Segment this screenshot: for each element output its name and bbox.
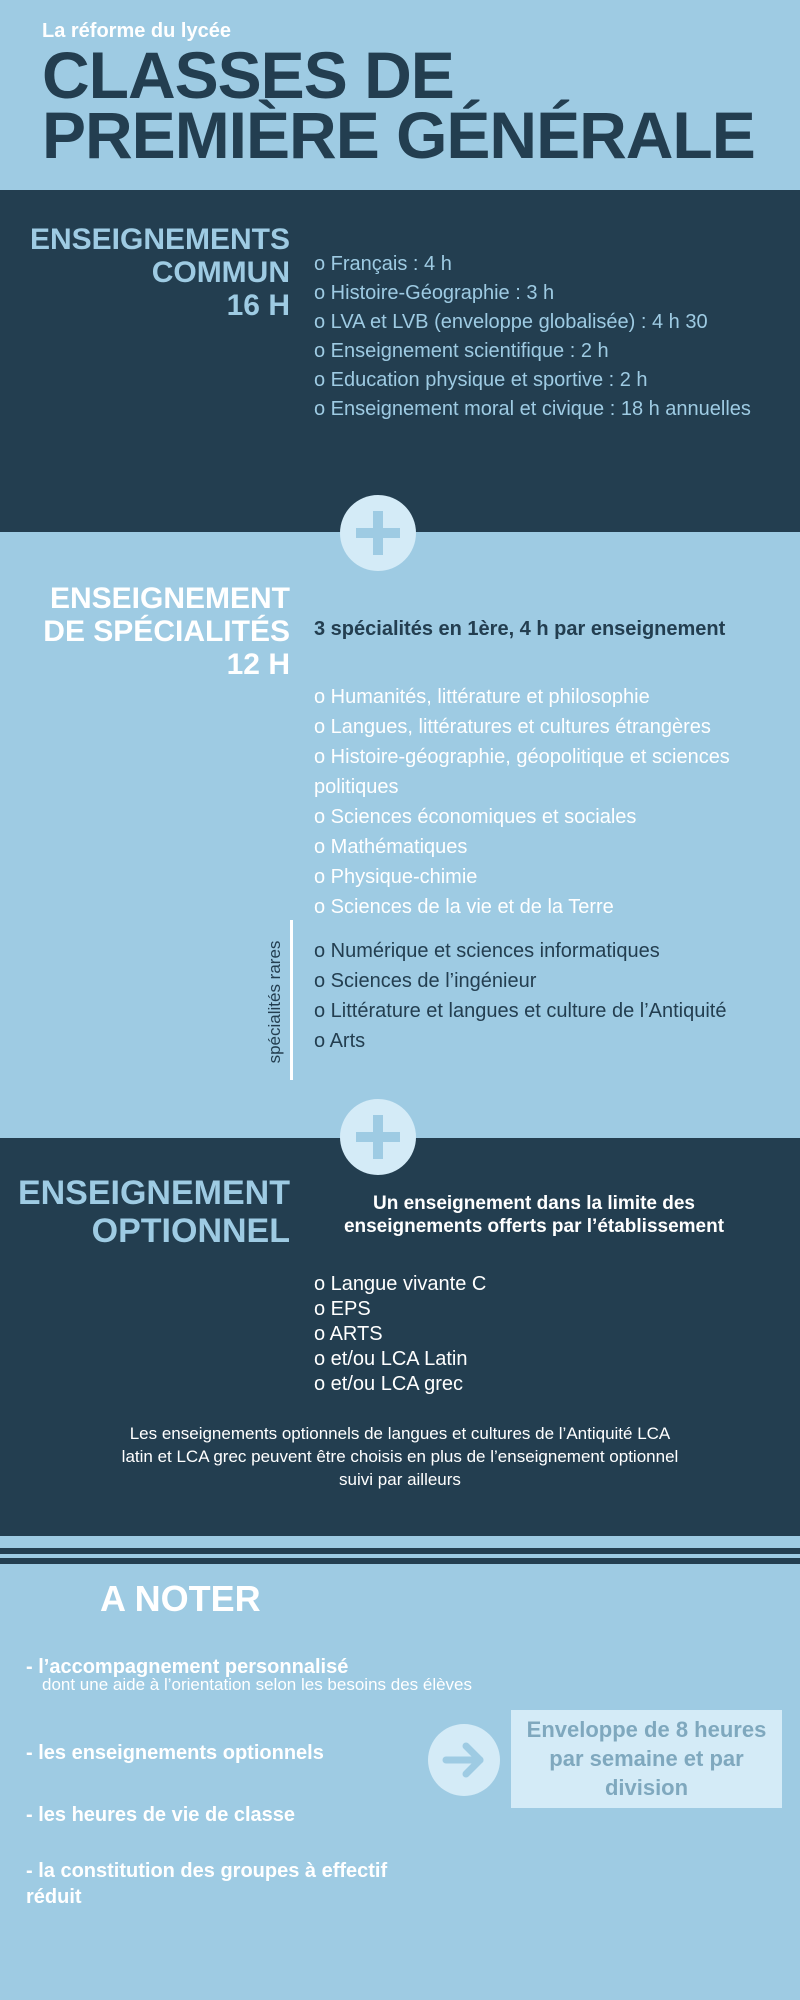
list-item: o EPS <box>314 1298 371 1320</box>
list-item: o Numérique et sciences informatiques <box>314 940 660 962</box>
page-title <box>42 38 755 172</box>
specialites-intro: 3 spécialités en 1ère, 4 h par enseignement <box>314 618 726 640</box>
rare-divider <box>290 920 293 1080</box>
commun-heading-line-2: COMMUN <box>151 256 290 289</box>
divider-stripe <box>0 1558 800 1564</box>
optionnel-note: Les enseignements optionnels de langues et cultures de l’Antiquité LCA latin et LCA grec peuvent être choisis en plus de l’enseignement optionnel suivi par ailleurs <box>121 1424 679 1489</box>
list-item: o Sciences de la vie et de la Terre <box>314 896 614 918</box>
list-item: o Education physique et sportive : 2 h <box>314 369 648 391</box>
optionnel-intro: Un enseignement dans la limite des enseignements offerts par l’établissement <box>343 1193 725 1237</box>
list-item: o Enseignement moral et civique : 18 h annuelles <box>314 398 751 420</box>
list-item: o Enseignement scientifique : 2 h <box>314 340 609 362</box>
list-item: o et/ou LCA Latin <box>314 1348 468 1370</box>
list-item: o Humanités, littérature et philosophie <box>314 686 650 708</box>
rare-specialites-list <box>314 936 794 1056</box>
noter-item: - la constitution des groupes à effectif réduit <box>26 1860 388 1908</box>
commun-heading <box>0 223 290 322</box>
section-specialites <box>0 532 800 1138</box>
specialites-heading-line-3: 12 H <box>226 648 290 681</box>
noter-item: - les heures de vie de classe <box>26 1804 296 1826</box>
rare-specialites-label: spécialités rares <box>265 940 284 1064</box>
title-line-2: PREMIÈRE GÉNÉRALE <box>42 98 755 172</box>
section-commun <box>0 190 800 532</box>
list-item: o ARTS <box>314 1323 383 1345</box>
list-item: o Langues, littératures et cultures étrangères <box>314 716 711 738</box>
arrow-right-icon <box>428 1724 500 1796</box>
specialites-heading <box>0 582 290 681</box>
list-item: o Mathématiques <box>314 836 468 858</box>
divider-stripe <box>0 1548 800 1554</box>
specialites-heading-line-2: DE SPÉCIALITÉS <box>43 615 290 648</box>
list-item: o Physique-chimie <box>314 866 478 888</box>
noter-title: A NOTER <box>100 1578 261 1619</box>
envelope-text: Enveloppe de 8 heures par semaine et par division <box>526 1717 767 1800</box>
specialites-heading-line-1: ENSEIGNEMENT <box>49 582 290 615</box>
optionnel-list <box>314 1272 774 1397</box>
list-item: o Littérature et langues et culture de l’Antiquité <box>314 1000 727 1022</box>
page-subtitle: La réforme du lycée <box>42 20 231 42</box>
commun-list <box>314 250 784 424</box>
section-optionnel <box>0 1138 800 1536</box>
header <box>0 0 800 190</box>
envelope-box <box>511 1710 782 1808</box>
specialites-list <box>314 682 794 922</box>
list-item: o Langue vivante C <box>314 1273 487 1295</box>
noter-item-detail: dont une aide à l’orientation selon les besoins des élèves <box>42 1675 473 1694</box>
optionnel-heading-line-1: ENSEIGNEMENT <box>17 1174 290 1212</box>
noter-item: - l’accompagnement personnalisé <box>26 1656 349 1678</box>
optionnel-heading-line-2: OPTIONNEL <box>91 1212 290 1250</box>
optionnel-heading <box>0 1174 290 1250</box>
list-item: o Sciences de l’ingénieur <box>314 970 537 992</box>
list-item: o Histoire-géographie, géopolitique et sciences politiques <box>314 746 730 798</box>
commun-heading-line-3: 16 H <box>226 289 290 322</box>
plus-icon <box>340 1099 416 1175</box>
noter-item: - les enseignements optionnels <box>26 1742 324 1764</box>
list-item: o et/ou LCA grec <box>314 1373 463 1395</box>
list-item: o Histoire-Géographie : 3 h <box>314 282 555 304</box>
list-item: o Français : 4 h <box>314 253 452 275</box>
commun-heading-line-1: ENSEIGNEMENTS <box>29 223 290 256</box>
list-item: o LVA et LVB (enveloppe globalisée) : 4 h 30 <box>314 311 708 333</box>
list-item: o Arts <box>314 1030 366 1052</box>
list-item: o Sciences économiques et sociales <box>314 806 637 828</box>
title-line-1: CLASSES DE <box>42 38 454 112</box>
